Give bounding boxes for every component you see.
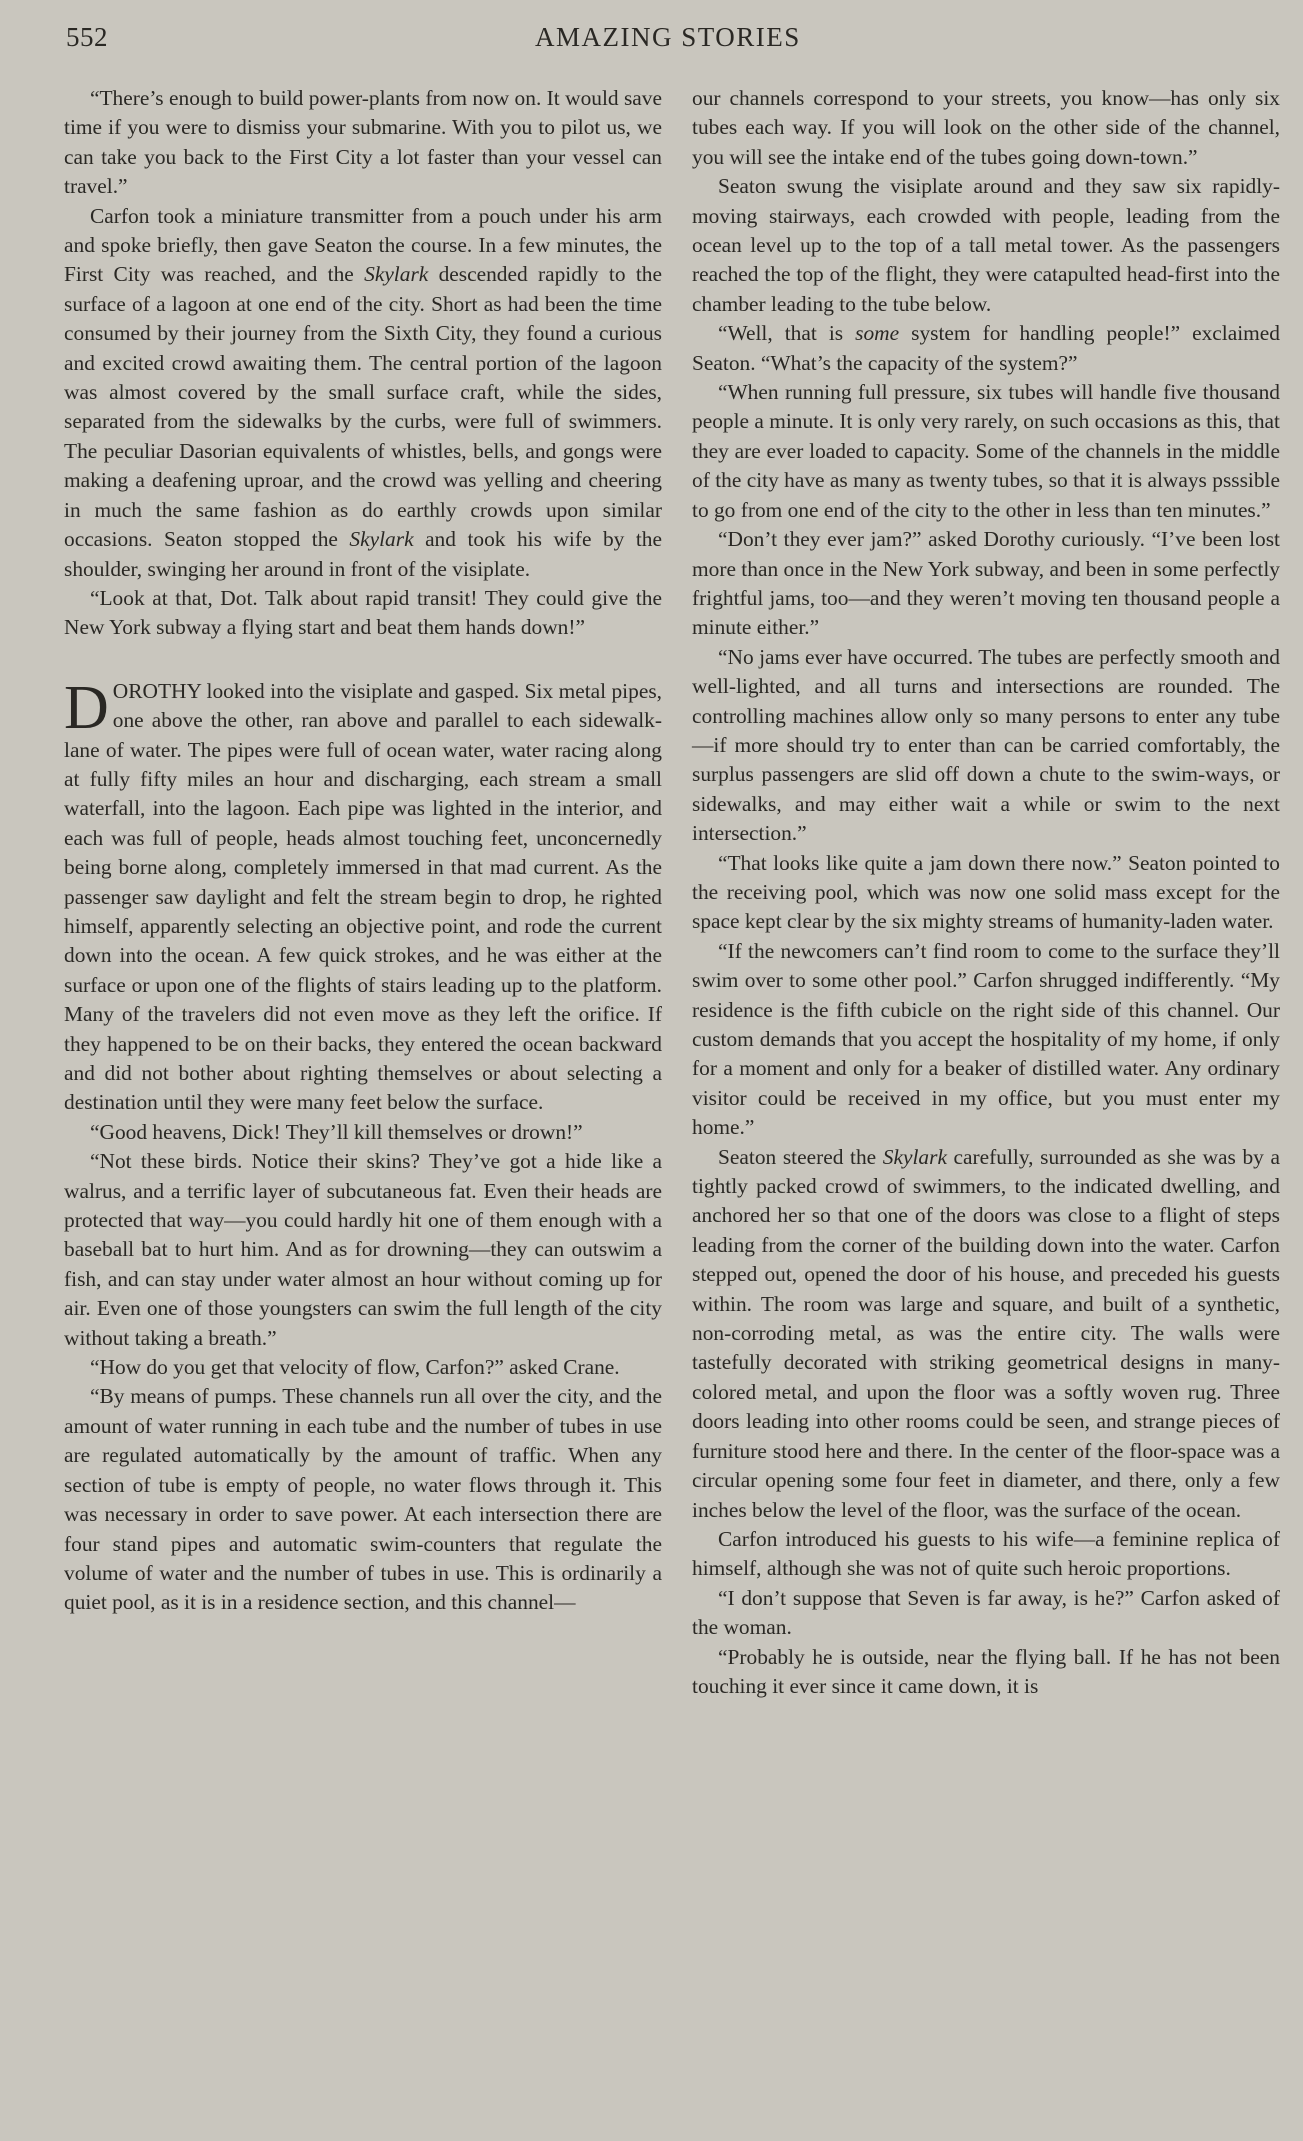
paragraph: “Probably he is outside, near the flying ball. If he has not been touching it ever since it came down, it is <box>692 1644 1280 1698</box>
paragraph: “Not these birds. Notice their skins? They’ve got a hide like a walrus, and a terrific layer of subcutaneous fat. Even their heads are protected that way—you could hardly hit one of them enough with a baseball bat to hurt him. And as for drowning—they can outswim a fish, and can stay under water almost an hour without coming up for air. Even one of those youngsters can swim the full length of the city without taking a breath.” <box>64 1149 662 1350</box>
paragraph: “When running full pressure, six tubes will handle five thousand people a minute. It is only very rarely, on such occasions as this, that they are ever loaded to capacity. Some of the channels in the middle of the city have as many as twenty tubes, so that it is always psssible to go from one end of the city to the other in less than ten minutes.” <box>692 380 1280 522</box>
paragraph <box>692 1143 1280 1525</box>
text-run: carefully, surrounded as she was by a tightly packed crowd of swimmers, to the indicated dwelling, and anchored her so that one of the doors was close to a flight of steps leading from the corner of the building down into the water. Carfon stepped out, opened the door of his house, and preceded his guests within. The room was large and square, and built of a synthetic, non-corroding metal, as was the entire city. The walls were tastefully decorated with striking geometrical designs in many-colored metal, and upon the floor was a softly woven rug. Three doors leading into other rooms could be seen, and strange pieces of furniture stood here and there. In the center of the floor-space was a circular opening some four feet in diameter, and there, only a few inches below the level of the floor, was the surface of the ocean. <box>692 1144 1280 1522</box>
emphasis: some <box>855 321 900 346</box>
page-header <box>0 22 1303 62</box>
section-opening-paragraph <box>64 673 662 1118</box>
paragraph <box>64 202 662 584</box>
paragraph <box>692 319 1280 378</box>
paragraph: Carfon introduced his guests to his wife—a feminine replica of himself, although she was not of quite such heroic proportions. <box>692 1526 1280 1581</box>
ship-name: Skylark <box>364 262 429 287</box>
paragraph: “By means of pumps. These channels run all over the city, and the amount of water running in each tube and the number of tubes in use are regulated automatically by the amount of traffic. When any section of tube is empty of people, no water flows through it. This was necessary in order to save power. At each intersection there are four stand pipes and automatic swim-counters that regulate the volume of water and the number of tubes in use. This is ordinarily a quiet pool, as it is in a residence section, and this channel— <box>64 1384 662 1615</box>
paragraph: “Don’t they ever jam?” asked Dorothy curiously. “I’ve been lost more than once in the New York subway, and been in some perfectly frightful jams, too—and they weren’t moving ten thousand people a minute either.” <box>692 527 1280 640</box>
paragraph: “I don’t suppose that Seven is far away, is he?” Carfon asked of the woman. <box>692 1585 1280 1640</box>
running-title: AMAZING STORIES <box>535 22 801 52</box>
ship-name: Skylark <box>349 527 414 552</box>
paragraph: “No jams ever have occurred. The tubes are perfectly smooth and well-lighted, and all turns and intersections are rounded. The controlling machines allow only so many persons to enter any tube—if more should try to enter than can be carried comfortably, the surplus passengers are slid off down a chute to the swim-ways, or sidewalks, and may either wait a while or swim to the next intersection.” <box>692 644 1280 846</box>
text-run: Seaton steered the <box>718 1144 883 1169</box>
paragraph: “How do you get that velocity of flow, Carfon?” asked Crane. <box>90 1355 620 1380</box>
text-run: descended rapidly to the surface of a lagoon at one end of the city. Short as had been the time consumed by their journey from the Sixth City, they found a curious and excited crowd awaiting them. The central portion of the lagoon was almost covered by the small surface craft, while the sides, separated from the sidewalks by the curbs, were full of swimmers. The peculiar Dasorian equivalents of whistles, bells, and gongs were making a deafening uproar, and the crowd was yelling and cheering in much the same fashion as do earthly crowds upon similar occasions. Seaton stopped the <box>64 262 662 552</box>
text-run: looked into the visiplate and gasped. Six metal pipes, one above the other, ran above and parallel to each sidewalk-lane of water. The pipes were full of ocean water, water racing along at fully fifty miles an hour and discharging, each stream a small waterfall, into the lagoon. Each pipe was lighted in the interior, and each was full of people, heads almost touching feet, unconcernedly being borne along, completely immersed in that mad current. As the passenger saw daylight and felt the stream begin to drop, he righted himself, apparently selecting an objective point, and rode the current down into the ocean. A few quick strokes, and he was either at the surface or upon one of the flights of stairs leading up to the platform. Many of the travelers did not even move as they left the orifice. If they happened to be on their backs, they entered the ocean backward and did not bother about righting themselves or about selecting a destination until they were many feet below the surface. <box>64 678 662 1115</box>
paragraph: Seaton swung the visiplate around and they saw six rapidly-moving stairways, each crowded with people, leading from the ocean level up to the top of a tall metal tower. As the passengers reached the top of the flight, they were catapulted head-first into the chamber leading to the tube below. <box>692 174 1280 316</box>
paragraph-continued: our channels correspond to your streets, you know—has only six tubes each way. If you will look on the other side of the channel, you will see the intake end of the tubes going down-town.” <box>692 86 1280 169</box>
left-column <box>64 84 662 1618</box>
paragraph: “That looks like quite a jam down there now.” Seaton pointed to the receiving pool, which was now one solid mass except for the space kept clear by the six mighty streams of humanity-laden water. <box>692 850 1280 934</box>
paragraph: “Good heavens, Dick! They’ll kill themselves or drown!” <box>90 1119 583 1144</box>
paragraph: “If the newcomers can’t find room to come to the surface they’ll swim over to some other pool.” Carfon shrugged indifferently. “My residence is the fifth cubicle on the right side of this channel. Our custom demands that you accept the hospitality of my home, if only for a moment and only for a beaker of distilled water. Any ordinary visitor could be received in my office, but you must enter my home.” <box>692 938 1280 1140</box>
ship-name: Skylark <box>882 1144 947 1169</box>
text-run: system for handling people!” exclaimed Seaton. “What’s the capacity of the system?” <box>692 321 1281 375</box>
paragraph: “There’s enough to build power-plants from now on. It would save time if you were to dismiss your submarine. With you to pilot us, we can take you back to the First City a lot faster than your vessel can travel.” <box>64 86 662 199</box>
text-run: “Well, that is <box>718 321 856 346</box>
text-run: and took his wife by the shoulder, swinging her around in front of the visiplate. <box>64 527 662 581</box>
drop-cap: D <box>64 673 109 742</box>
paragraph: “Look at that, Dot. Talk about rapid transit! They could give the New York subway a flying start and beat them hands down!” <box>64 585 662 640</box>
right-column <box>692 84 1280 1701</box>
text-run: Carfon took a miniature transmitter from a pouch under his arm and spoke briefly, then gave Seaton the course. In a few minutes, the First City was reached, and the <box>64 203 662 287</box>
page-number: 552 <box>66 22 108 52</box>
small-caps-word: OROTHY <box>112 678 202 703</box>
